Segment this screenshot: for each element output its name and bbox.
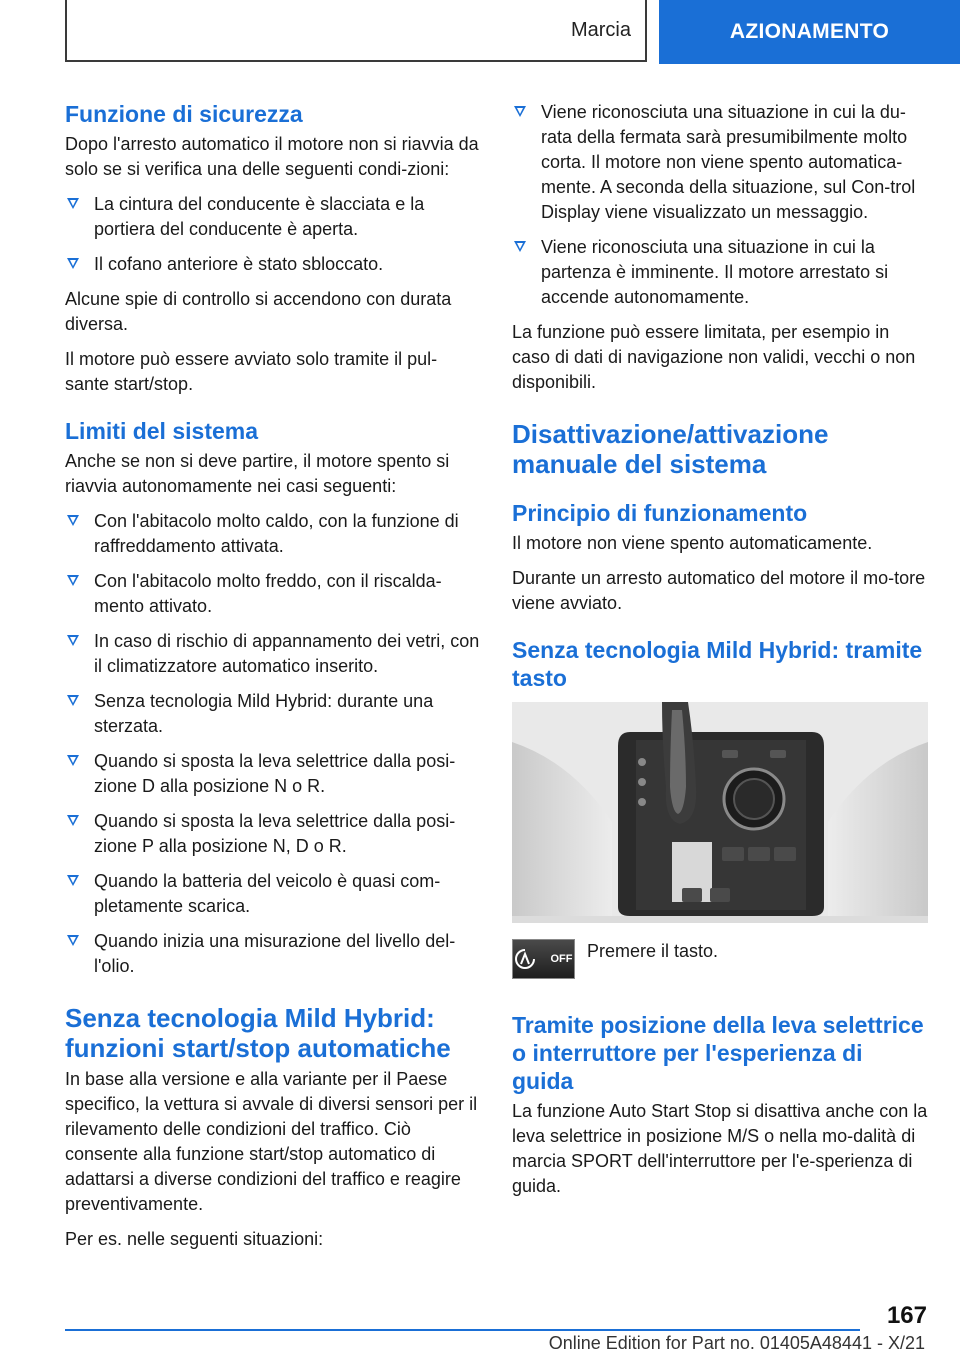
heading-funzione-sicurezza: Funzione di sicurezza: [65, 101, 303, 127]
heading-limiti-sistema: Limiti del sistema: [65, 418, 259, 444]
list-item: La cintura del conducente è slacciata e la portiera del conducente è aperta.: [65, 192, 480, 242]
triangle-bullet-icon: [67, 935, 79, 946]
triangle-bullet-icon: [67, 575, 79, 586]
list-item: In caso di rischio di appannamento dei vetri, con il climatizzatore automatico inserito.: [65, 629, 480, 679]
bullet-list: [65, 192, 480, 277]
right-column: [512, 100, 928, 1209]
triangle-bullet-icon: [67, 875, 79, 886]
chapter-label: AZIONAMENTO: [729, 20, 890, 43]
list-item: Quando si sposta la leva selettrice dalla posi-zione D alla posizione N o R.: [65, 749, 480, 799]
triangle-bullet-icon: [67, 815, 79, 826]
heading-tramite-leva: Tramite posizione della leva selettrice o interruttore per l'esperienza di guida: [512, 1012, 924, 1094]
paragraph: In base alla versione e alla variante per il Paese specifico, la vettura si avvale di diversi sensori per il rilevamento delle condizioni del traffico. Ciò consente alla funzione start/stop automatico di adattarsi a diverse condizioni del traffico e reagire preventivamente.: [65, 1069, 478, 1214]
off-label: OFF: [550, 953, 573, 965]
triangle-bullet-icon: [514, 106, 526, 117]
triangle-bullet-icon: [67, 695, 79, 706]
list-item: Viene riconosciuta una situazione in cui la partenza è imminente. Il motore arrestato si accende autonomamente.: [512, 235, 928, 310]
auto-start-stop-off-button-image: [512, 939, 575, 979]
paragraph: Il motore può essere avviato solo tramite il pul-sante start/stop.: [65, 349, 438, 394]
paragraph: Alcune spie di controllo si accendono con durata diversa.: [65, 289, 452, 334]
heading-disattivazione: Disattivazione/attivazione manuale del sistema: [512, 419, 829, 479]
list-item: Con l'abitacolo molto caldo, con la funzione di raffreddamento attivata.: [65, 509, 480, 559]
paragraph: La funzione può essere limitata, per esempio in caso di dati di navigazione non validi, vecchi o non disponibili.: [512, 322, 916, 392]
left-column: [65, 100, 480, 1262]
paragraph: La funzione Auto Start Stop si disattiva anche con la leva selettrice in posizione M/S o nella mo-dalità di marcia SPORT dell'interruttore per l'e-sperienza di guida.: [512, 1101, 928, 1196]
list-item: Senza tecnologia Mild Hybrid: durante una sterzata.: [65, 689, 480, 739]
button-instruction: [512, 939, 928, 979]
paragraph: Il motore non viene spento automaticamente.: [512, 533, 873, 553]
paragraph: Anche se non si deve partire, il motore spento si riavvia autonomamente nei casi seguenti:: [65, 451, 450, 496]
heading-principio: Principio di funzionamento: [512, 500, 808, 526]
triangle-bullet-icon: [67, 515, 79, 526]
bullet-list: [65, 509, 480, 979]
footer-divider: [65, 1329, 860, 1331]
paragraph: Dopo l'arresto automatico il motore non si riavvia da solo se si verifica una delle seguenti condi-zioni:: [65, 134, 479, 179]
console-illustration: [512, 702, 928, 923]
triangle-bullet-icon: [67, 635, 79, 646]
press-button-text: Premere il tasto.: [587, 941, 719, 961]
section-tab: [65, 0, 647, 62]
list-item: Quando si sposta la leva selettrice dalla posi-zione P alla posizione N, D o R.: [65, 809, 480, 859]
triangle-bullet-icon: [67, 258, 79, 269]
paragraph: Durante un arresto automatico del motore il mo-tore viene avviato.: [512, 568, 926, 613]
list-item: Viene riconosciuta una situazione in cui la du-rata della fermata sarà presumibilmente molto corta. Il motore non viene spento automatica-mente. A seconda della situazione, sul Con-trol Display viene visualizzato un messaggio.: [512, 100, 928, 225]
list-item: Il cofano anteriore è stato sbloccato.: [65, 252, 480, 277]
bullet-list: [512, 100, 928, 310]
center-console-photo: [512, 702, 928, 923]
chapter-tab: [659, 0, 960, 64]
triangle-bullet-icon: [67, 755, 79, 766]
list-item: Con l'abitacolo molto freddo, con il riscalda-mento attivato.: [65, 569, 480, 619]
section-label: Marcia: [570, 18, 631, 41]
heading-senza-mild-hybrid: Senza tecnologia Mild Hybrid: funzioni start/stop automatiche: [65, 1003, 451, 1063]
footer-edition: [0, 1333, 960, 1354]
list-item: Quando inizia una misurazione del livello del-l'olio.: [65, 929, 480, 979]
paragraph: Per es. nelle seguenti situazioni:: [65, 1229, 324, 1249]
triangle-bullet-icon: [67, 198, 79, 209]
list-item: Quando la batteria del veicolo è quasi com-pletamente scarica.: [65, 869, 480, 919]
heading-tramite-tasto: Senza tecnologia Mild Hybrid: tramite tasto: [512, 637, 923, 691]
page-number: 167: [886, 1302, 927, 1329]
page-header: [65, 0, 960, 64]
edition-text: Online Edition for Part no. 01405A48441 - X/21: [548, 1333, 925, 1353]
triangle-bullet-icon: [514, 241, 526, 252]
